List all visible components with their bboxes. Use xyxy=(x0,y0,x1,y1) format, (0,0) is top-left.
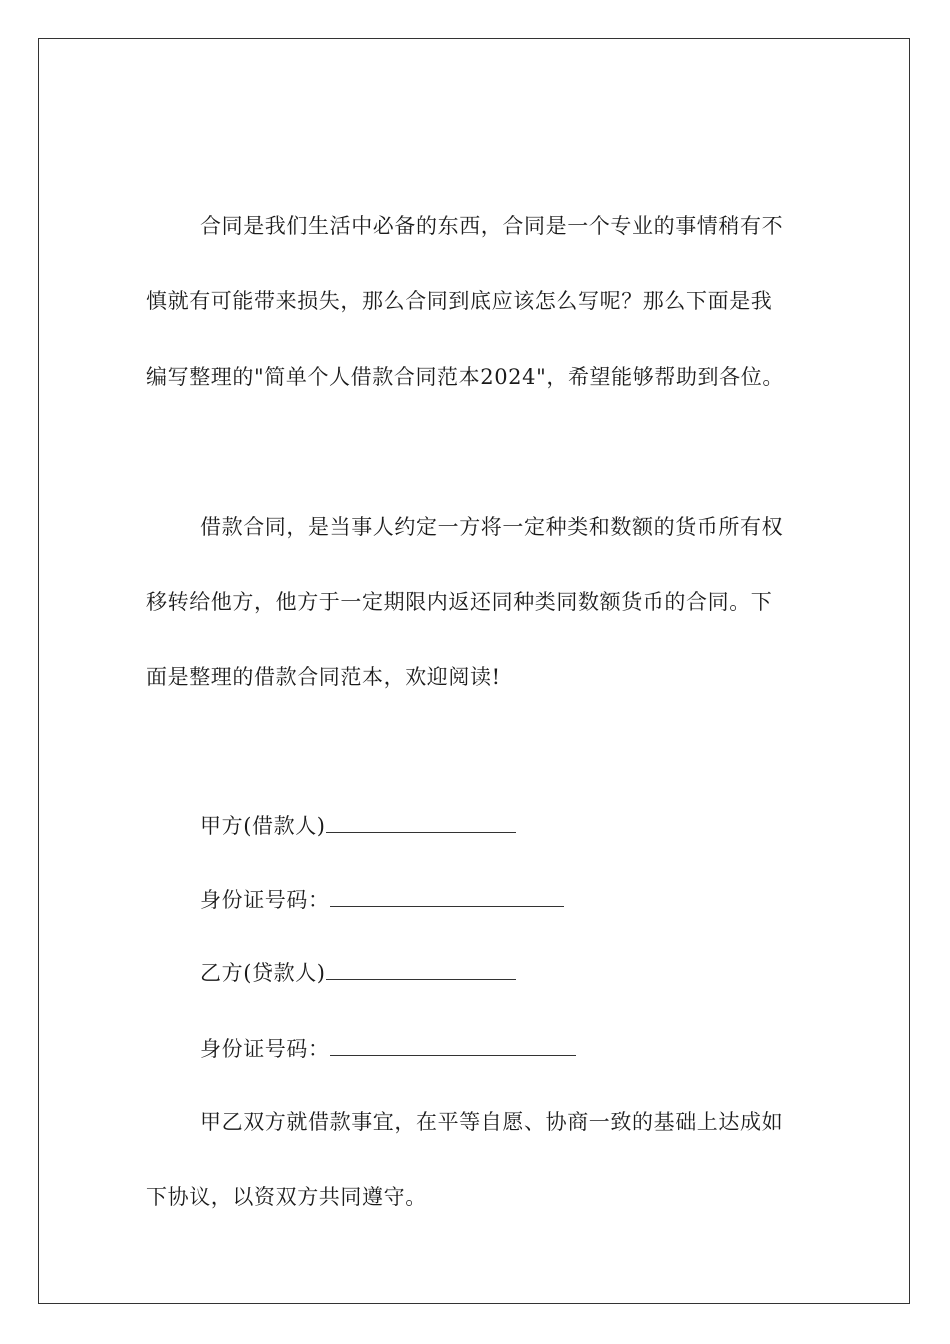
agreement-line-1: 甲乙双方就借款事宜，在平等自愿、协商一致的基础上达成如 xyxy=(200,1110,784,1134)
party-a-label: 甲方(借款人) xyxy=(200,814,326,838)
party-a-blank[interactable] xyxy=(326,812,516,833)
definition-line-3: 面是整理的借款合同范本，欢迎阅读! xyxy=(146,665,501,689)
party-a-id-row xyxy=(200,886,564,914)
party-a-row xyxy=(200,812,516,840)
definition-line-1: 借款合同，是当事人约定一方将一定种类和数额的货币所有权 xyxy=(200,515,784,539)
definition-line-2: 移转给他方，他方于一定期限内返还同种类同数额货币的合同。下 xyxy=(146,590,773,614)
agreement-line-2: 下协议，以资双方共同遵守。 xyxy=(146,1185,427,1209)
intro-line-3: 编写整理的"简单个人借款合同范本2024"，希望能够帮助到各位。 xyxy=(146,365,784,389)
party-b-id-label: 身份证号码： xyxy=(200,1037,330,1061)
party-b-blank[interactable] xyxy=(326,959,516,980)
party-b-id-row xyxy=(200,1035,576,1063)
party-b-label: 乙方(贷款人) xyxy=(200,961,326,985)
intro-line-2: 慎就有可能带来损失，那么合同到底应该怎么写呢？那么下面是我 xyxy=(146,289,773,313)
party-b-id-blank[interactable] xyxy=(330,1035,576,1056)
intro-line-1: 合同是我们生活中必备的东西，合同是一个专业的事情稍有不 xyxy=(200,214,784,238)
party-a-id-label: 身份证号码： xyxy=(200,888,330,912)
party-a-id-blank[interactable] xyxy=(330,886,564,907)
party-b-row xyxy=(200,959,516,987)
